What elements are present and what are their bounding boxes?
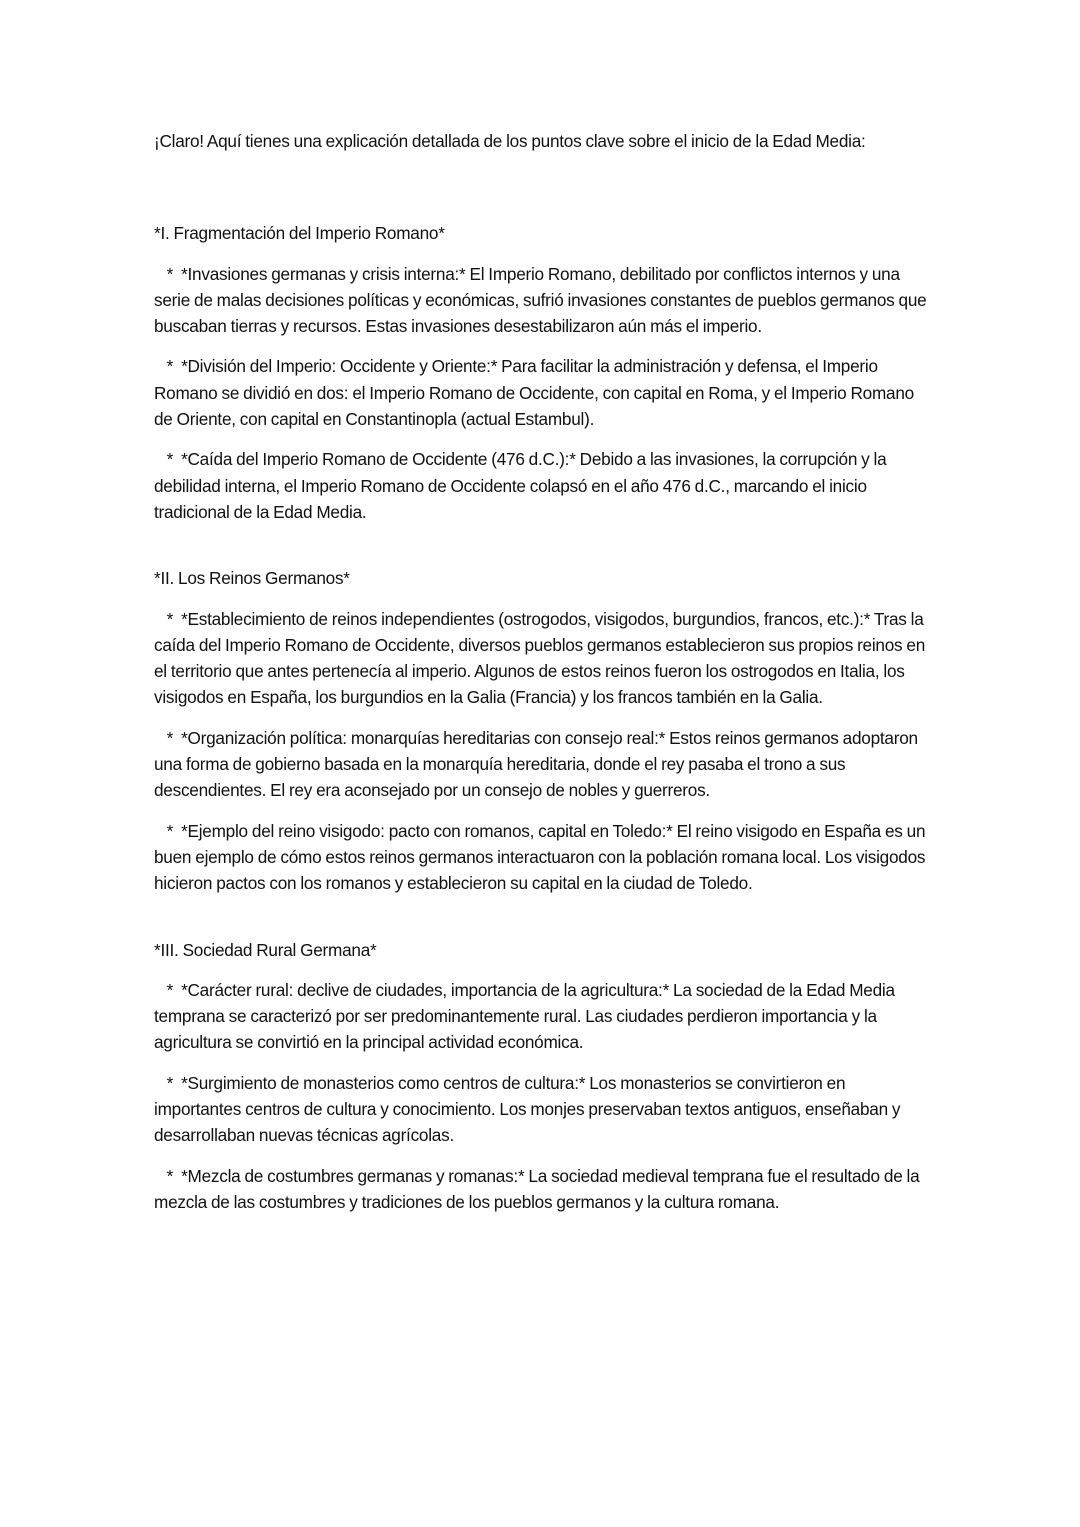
bullet-marker: * (154, 449, 182, 470)
intro-paragraph: ¡Claro! Aquí tienes una explicación detallada de los puntos clave sobre el inicio de la Edad Media: (154, 131, 866, 151)
bullet-item (154, 353, 934, 432)
bullet-title: *Invasiones germanas y crisis interna:* (181, 263, 466, 284)
bullet-title: *Establecimiento de reinos independientes (ostrogodos, visigodos, burgundios, francos, etc.):* (181, 608, 871, 629)
bullet-item (154, 606, 934, 711)
bullet-item (154, 977, 934, 1056)
section-reinos-germanos (154, 565, 934, 896)
section-fragmentacion (154, 220, 934, 525)
bullet-item (154, 818, 934, 897)
bullet-title: *Caída del Imperio Romano de Occidente (476 d.C.):* (181, 449, 576, 470)
bullet-text: Tras la caída del Imperio Romano de Occidente, diversos pueblos germanos establecieron sus propios reinos en el territorio que antes pertenecía al imperio. Algunos de estos reinos fueron los ostrogodos en Italia, los visigodos en España, los burgundios en la Galia (Francia) y los francos también en la Galia. (154, 608, 926, 708)
bullet-title: *Organización política: monarquías hereditarias con consejo real:* (181, 727, 666, 748)
bullet-marker: * (154, 1072, 182, 1093)
document-page (154, 128, 934, 1229)
bullet-marker: * (154, 820, 182, 841)
bullet-marker: * (154, 727, 182, 748)
bullet-item (154, 725, 934, 804)
section-heading: *II. Los Reinos Germanos* (154, 568, 350, 589)
bullet-title: *Carácter rural: declive de ciudades, importancia de la agricultura:* (181, 979, 670, 1000)
bullet-marker: * (154, 979, 182, 1000)
bullet-text: El Imperio Romano, debilitado por conflictos internos y una serie de malas decisiones políticas y económicas, sufrió invasiones constantes de pueblos germanos que buscaban tierras y recursos. Estas invasiones desestabilizaron aún más el imperio. (154, 263, 927, 337)
bullet-text: La sociedad de la Edad Media temprana se caracterizó por ser predominantemente rural. Las ciudades perdieron importancia y la agricultura se convirtió en la principal actividad económica. (154, 979, 895, 1053)
section-heading: *III. Sociedad Rural Germana* (154, 939, 377, 960)
bullet-text: La sociedad medieval temprana fue el resultado de la mezcla de las costumbres y tradiciones de los pueblos germanos y la cultura romana. (154, 1165, 920, 1212)
bullet-marker: * (154, 608, 182, 629)
bullet-marker: * (154, 263, 182, 284)
bullet-item (154, 446, 934, 525)
bullet-marker: * (154, 356, 182, 377)
bullet-item (154, 261, 934, 340)
bullet-text: Debido a las invasiones, la corrupción y la debilidad interna, el Imperio Romano de Occidente colapsó en el año 476 d.C., marcando el inicio tradicional de la Edad Media. (154, 449, 887, 522)
bullet-text: Los monasterios se convirtieron en importantes centros de cultura y conocimiento. Los monjes preservaban textos antiguos, enseñaban y desarrollaban nuevas técnicas agrícolas. (154, 1072, 901, 1146)
section-sociedad-rural (154, 937, 934, 1216)
bullet-text: El reino visigodo en España es un buen ejemplo de cómo estos reinos germanos interactuaron con la población romana local. Los visigodos hicieron pactos con los romanos y establecieron su capital en la ciudad de Toledo. (154, 820, 926, 894)
bullet-item (154, 1070, 934, 1149)
section-heading: *I. Fragmentación del Imperio Romano* (154, 223, 445, 244)
bullet-marker: * (154, 1165, 182, 1186)
bullet-title: *Surgimiento de monasterios como centros de cultura:* (181, 1072, 586, 1093)
bullet-title: *Mezcla de costumbres germanas y romanas:* (181, 1165, 525, 1186)
bullet-text: Estos reinos germanos adoptaron una forma de gobierno basada en la monarquía hereditaria, donde el rey pasaba el trono a sus descendientes. El rey era aconsejado por un consejo de nobles y guerreros. (154, 727, 918, 801)
bullet-title: *Ejemplo del reino visigodo: pacto con romanos, capital en Toledo:* (181, 820, 673, 841)
bullet-text: Para facilitar la administración y defensa, el Imperio Romano se dividió en dos: el Imperio Romano de Occidente, con capital en Roma, y el Imperio Romano de Oriente, con capital en Constantinopla (actual Estambul). (154, 356, 914, 430)
bullet-title: *División del Imperio: Occidente y Oriente:* (181, 356, 498, 377)
bullet-item (154, 1163, 934, 1216)
